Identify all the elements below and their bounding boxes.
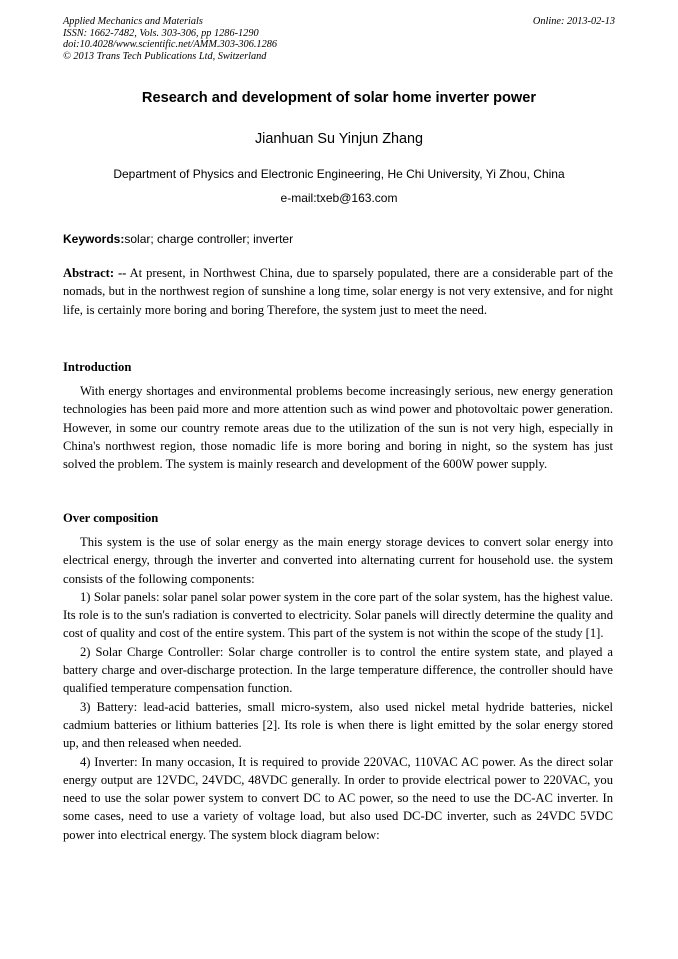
copyright-line: © 2013 Trans Tech Publications Ltd, Switzerland [63, 50, 267, 62]
paper-title: Research and development of solar home inverter power [141, 90, 537, 106]
keywords-label: Keywords: [63, 232, 125, 246]
doi-line: doi:10.4028/www.scientific.net/AMM.303-306.1286 [63, 39, 278, 51]
abstract-block [63, 264, 613, 319]
composition-section [63, 533, 613, 844]
list-item: 2) Solar Charge Controller: Solar charge controller is to control the entire system state, and played a battery charge and over-discharge protection. In the large temperature difference, the controller should have qualified temperature compensation function. [63, 644, 613, 696]
introduction-section [63, 382, 613, 473]
list-item: 1) Solar panels: solar panel solar power system in the core part of the solar system, has the highest value. Its role is to the sun's radiation is converted to electricity. Solar panels will directly determine the quality and cost of quality and cost of the entire system. This part of the system is not within the scope of the study [1]. [63, 589, 613, 641]
composition-heading: Over composition [63, 511, 159, 525]
journal-header [63, 16, 615, 62]
keywords-line [63, 232, 293, 246]
composition-intro: This system is the use of solar energy as the main energy storage devices to convert solar energy into electrical energy, through the inverter and converted into alternating current for household use. the system consists of the following components: [63, 535, 613, 586]
list-item: 4) Inverter: In many occasion, It is required to provide 220VAC, 110VAC AC power. As the direct solar energy output are 12VDC, 24VDC, 48VDC generally. In order to provide electrical power to 220VAC, you need to use the solar power system to convert DC to AC power, so the need to use the DC-AC inverter. In some cases, need to use a variety of voltage load, but also used DC-DC inverter, such as 24VDC 5VDC power into electrical energy. The system block diagram below: [63, 754, 613, 842]
contact-email: e-mail:txeb@163.com [280, 191, 398, 205]
keywords-text: solar; charge controller; inverter [124, 232, 294, 246]
journal-name: Applied Mechanics and Materials [63, 16, 203, 27]
abstract-text: At present, in Northwest China, due to sparsely populated, there are a considerable part of the nomads, but in the northwest region of sunshine a long time, solar energy is not very extensive, and for night life, is certainly more boring and boring Therefore, the system just to meet the need. [63, 266, 613, 317]
online-date: Online: 2013-02-13 [532, 16, 615, 27]
issn-line: ISSN: 1662-7482, Vols. 303-306, pp 1286-1290 [63, 27, 259, 39]
list-item: 3) Battery: lead-acid batteries, small micro-system, also used nickel metal hydride batteries, nickel cadmium batteries or lithium batteries [2]. Its role is when there is light emitted by the solar energy stored up, and then released when needed. [63, 699, 613, 751]
introduction-paragraph: With energy shortages and environmental problems become increasingly serious, new energy generation technologies has been paid more and more attention such as wind power and photovoltaic power generation. However, in some our country remote areas due to the utilization of the sun is not very high, especially in China's northwest region, those nomadic life is more boring and boring in night, so the system has just solved the problem. The system is mainly research and development of the 600W power supply. [63, 384, 613, 472]
affiliation: Department of Physics and Electronic Engineering, He Chi University, Yi Zhou, China [113, 167, 565, 181]
abstract-label: Abstract: -- [63, 266, 127, 280]
author-list: Jianhuan Su Yinjun Zhang [254, 131, 424, 147]
introduction-heading: Introduction [63, 360, 132, 374]
